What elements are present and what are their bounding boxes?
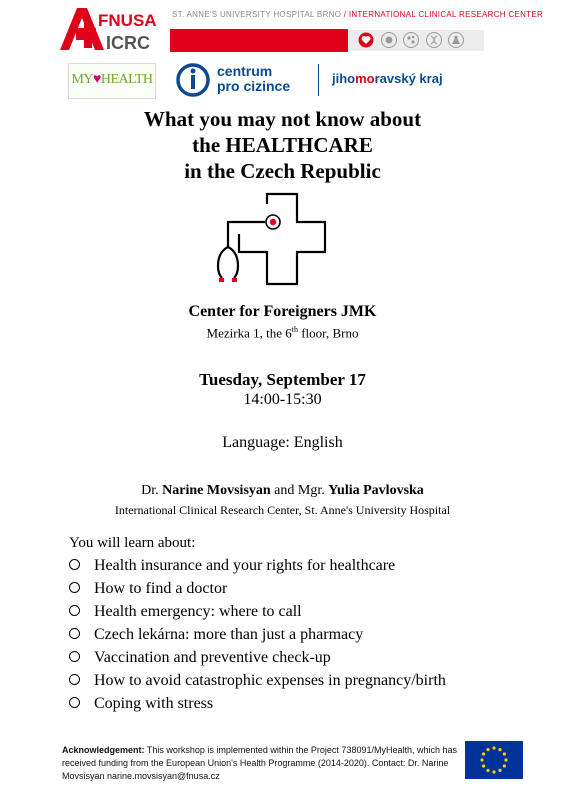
list-item (69, 669, 446, 692)
topic-text: Vaccination and preventive check-up (94, 649, 331, 666)
jmk-part-3: ravský kraj (374, 71, 443, 86)
header-red-band (170, 29, 348, 52)
cpc-line-2: pro cizince (217, 78, 291, 94)
bullet-circle-icon (69, 582, 80, 593)
acknowledgement-text: This workshop is implemented within the Project 738091/MyHealth, which has received funding from the European Union's Health Programme (2014-2020). Contact: Dr. Narine Movsisyan narine.movsisyan@fnusa.cz (62, 745, 458, 781)
myhealth-logo (68, 63, 156, 99)
topics-heading: You will learn about: (69, 535, 196, 551)
address-ordinal: th (291, 325, 298, 334)
list-item (69, 577, 446, 600)
acknowledgement (62, 744, 462, 783)
event-language: Language: English (222, 434, 343, 451)
bullet-circle-icon (69, 651, 80, 662)
eu-star (492, 770, 495, 773)
eu-star (498, 769, 501, 772)
acknowledgement-label: Acknowledgement: (62, 745, 145, 755)
event-date: Tuesday, September 17 (199, 370, 366, 389)
centrum-pro-cizince-logo-text (217, 64, 290, 94)
jmk-part-1: jiho (332, 71, 356, 86)
title-line-3: in the Czech Republic (184, 159, 381, 183)
flask-icon (448, 32, 464, 48)
eu-flag-icon (465, 741, 523, 779)
eu-star (486, 769, 489, 772)
molecule-icon (403, 32, 419, 48)
venue-address (0, 325, 565, 341)
title-line-1: What you may not know about (143, 107, 422, 131)
bullet-circle-icon (69, 697, 80, 708)
bullet-circle-icon (69, 674, 80, 685)
cpc-line-1: centrum (217, 63, 273, 79)
topic-text: How to avoid catastrophic expenses in pregnancy/birth (94, 672, 446, 689)
topic-text: Coping with stress (94, 695, 214, 712)
eu-star (503, 764, 506, 767)
bullet-circle-icon (69, 559, 80, 570)
myhealth-logo-my: MY (71, 72, 94, 87)
speaker-joiner: and Mgr. (270, 483, 329, 498)
heart-icon (358, 32, 374, 48)
eu-star (482, 764, 485, 767)
title-line-2: the HEALTHCARE (192, 133, 373, 157)
list-item (69, 646, 446, 669)
header-separator: / (341, 10, 349, 19)
speakers-line (0, 483, 565, 499)
eu-star (503, 752, 506, 755)
eu-star (482, 752, 485, 755)
myhealth-logo-health: HEALTH (100, 72, 153, 87)
hospital-header-line (172, 10, 543, 19)
eu-star (498, 748, 501, 751)
eu-star (486, 748, 489, 751)
topic-text: Health emergency: where to call (94, 603, 302, 620)
jmk-part-2: mo (355, 71, 375, 86)
topic-text: How to find a doctor (94, 580, 228, 597)
topic-text: Health insurance and your rights for healthcare (94, 557, 396, 574)
list-item (69, 554, 446, 577)
bullet-circle-icon (69, 605, 80, 616)
jihomoravsky-kraj-logo (332, 71, 443, 86)
bullet-circle-icon (69, 628, 80, 639)
research-center-name: INTERNATIONAL CLINICAL RESEARCH CENTER (348, 10, 544, 19)
list-item (69, 623, 446, 646)
eu-star (504, 758, 507, 761)
logo-fnusa-text: FNUSA (98, 11, 157, 30)
logo-icrc-text: ICRC (106, 33, 150, 53)
speaker-1-title: Dr. (141, 483, 163, 498)
speaker-1-name: Narine Movsisyan (162, 483, 271, 498)
list-item (69, 600, 446, 623)
fnusa-icrc-logo (60, 6, 172, 54)
eu-star (480, 758, 483, 761)
centrum-pro-cizince-icon (175, 63, 211, 97)
medical-cross-stethoscope-icon (212, 192, 332, 292)
address-rest: floor, Brno (297, 325, 359, 341)
hospital-name: ST. ANNE'S UNIVERSITY HOSPITAL BRNO (172, 10, 342, 19)
speaker-2-name: Yulia Pavlovska (328, 483, 424, 498)
address-main: Mezirka 1, the 6 (206, 325, 292, 341)
topics-list (69, 554, 446, 715)
topic-text: Czech lekárna: more than just a pharmacy (94, 626, 364, 643)
event-time: 14:00-15:30 (243, 391, 322, 408)
fnusa-logo-mark (60, 6, 172, 54)
page-title (0, 106, 565, 184)
speakers-affiliation: International Clinical Research Center, St. Anne's University Hospital (114, 503, 451, 517)
brain-icon (381, 32, 397, 48)
list-item (69, 692, 446, 715)
eu-star (492, 746, 495, 749)
venue-name: Center for Foreigners JMK (188, 303, 377, 320)
logo-divider (318, 64, 319, 96)
dna-icon (426, 32, 442, 48)
myhealth-logo-heart: ♥ (93, 72, 101, 87)
